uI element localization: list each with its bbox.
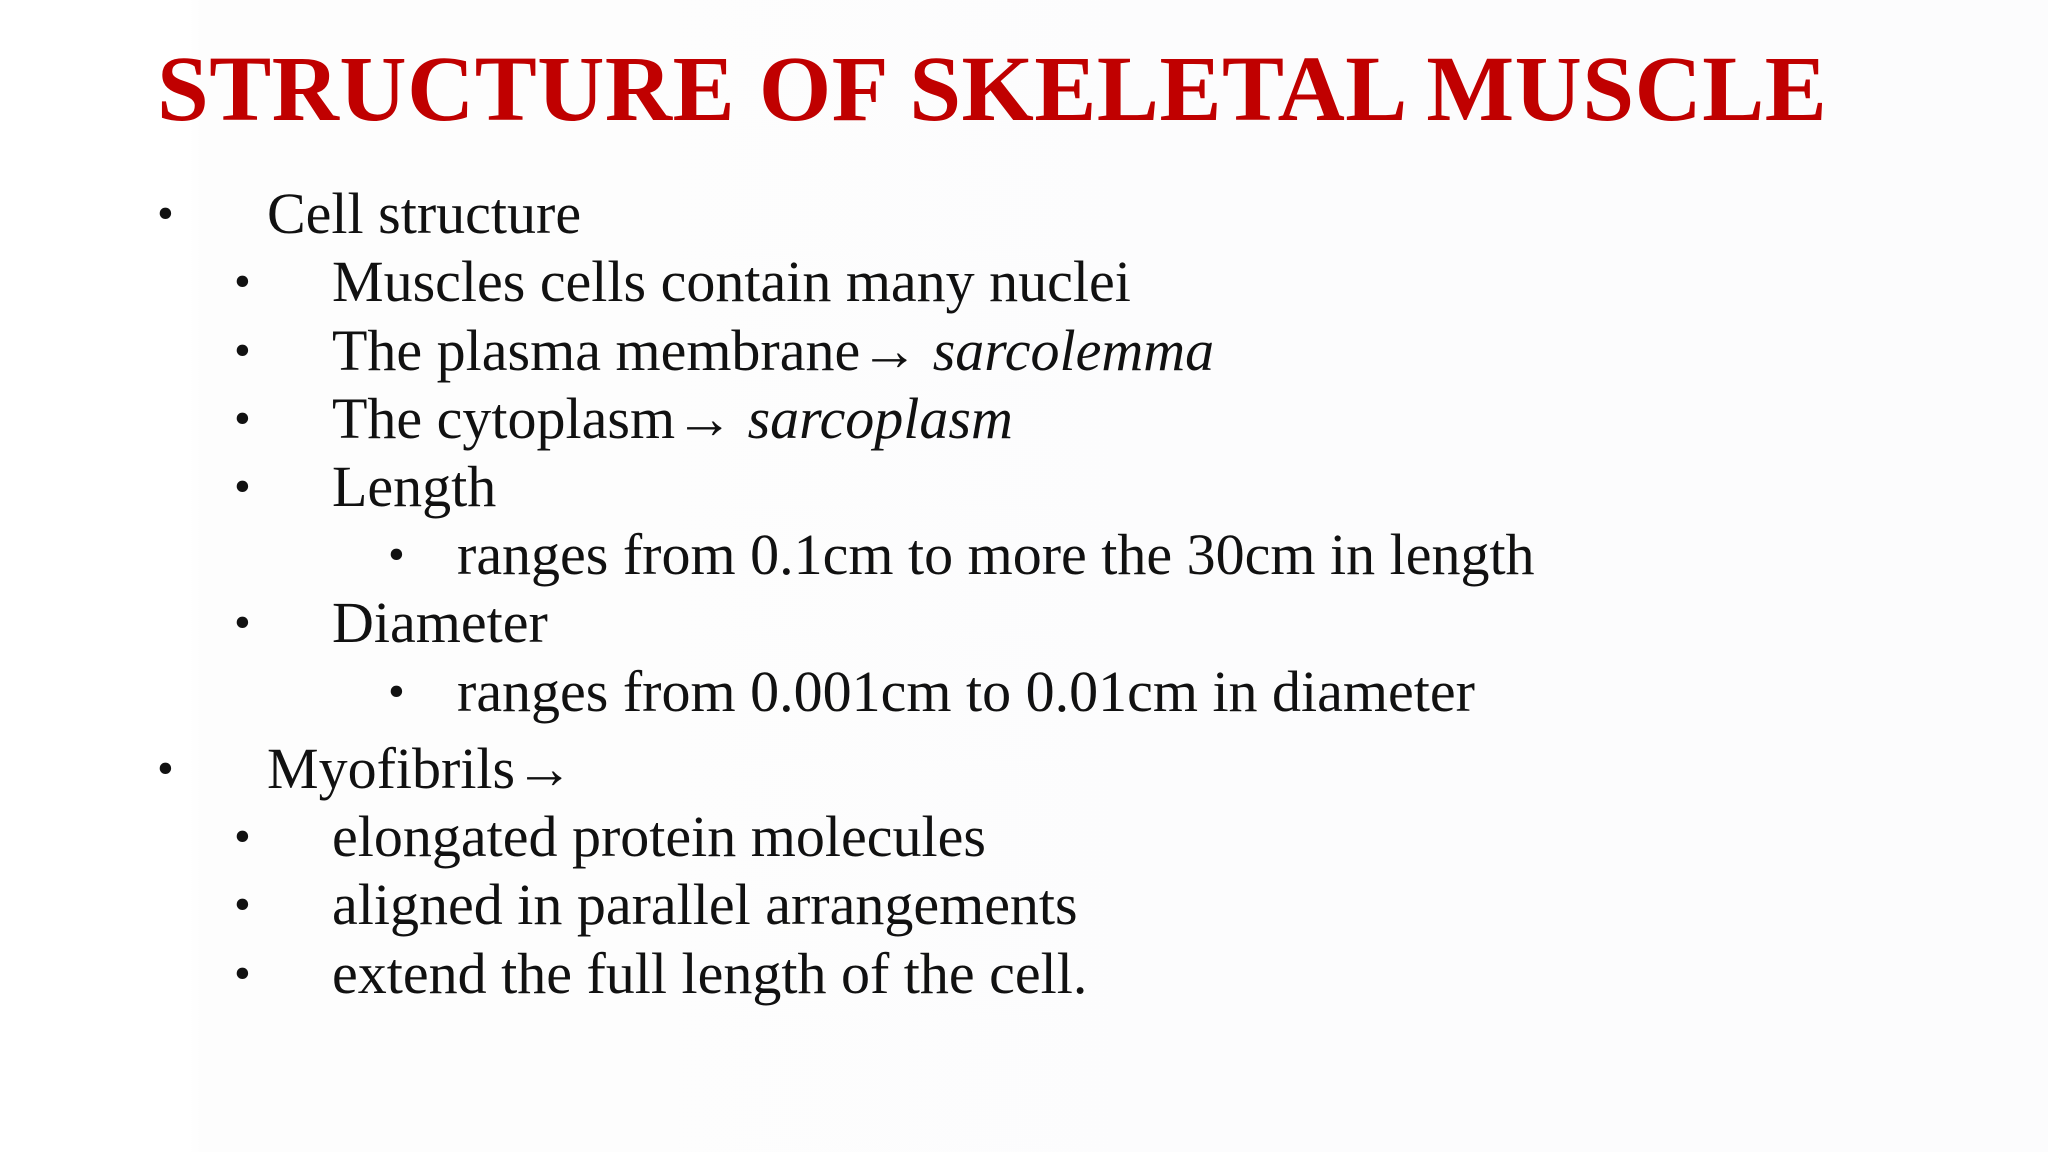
bullet-dot: • [157, 742, 174, 795]
bullet-text: The cytoplasm→ [332, 386, 748, 451]
bullet-dot: • [234, 596, 251, 649]
bullet-text: Length [332, 454, 497, 519]
bullet-text: Diameter [332, 590, 548, 655]
bullet-dot: • [234, 947, 251, 1000]
bullet-dot: • [234, 810, 251, 863]
bullet-text-group [332, 317, 1214, 385]
slide-title: STRUCTURE OF SKELETAL MUSCLE [157, 38, 1828, 141]
bullet-text: aligned in parallel arrangements [332, 872, 1078, 937]
bullet-dot: • [388, 665, 405, 718]
bullet-dot: • [234, 392, 251, 445]
bullet-dot: • [388, 528, 405, 581]
bullet-dot: • [234, 255, 251, 308]
bullet-text: The plasma membrane→ [332, 318, 933, 383]
bullet-dot: • [234, 324, 251, 377]
bullet-text: elongated protein molecules [332, 804, 986, 869]
bullet-text: ranges from 0.001cm to 0.01cm in diameter [457, 659, 1475, 724]
bullet-dot: • [157, 187, 174, 240]
bullet-text: Cell structure [267, 181, 582, 246]
bullet-text-group [332, 385, 1013, 453]
bullet-text: ranges from 0.1cm to more the 30cm in length [457, 522, 1535, 587]
bullet-dot: • [234, 460, 251, 513]
bullet-text: Muscles cells contain many nuclei [332, 249, 1131, 314]
bullet-dot: • [234, 878, 251, 931]
bullet-text: Myofibrils→ [267, 736, 574, 801]
term-sarcolemma: sarcolemma [932, 318, 1215, 383]
bullet-text: extend the full length of the cell. [332, 941, 1088, 1006]
term-sarcoplasm: sarcoplasm [747, 386, 1013, 451]
